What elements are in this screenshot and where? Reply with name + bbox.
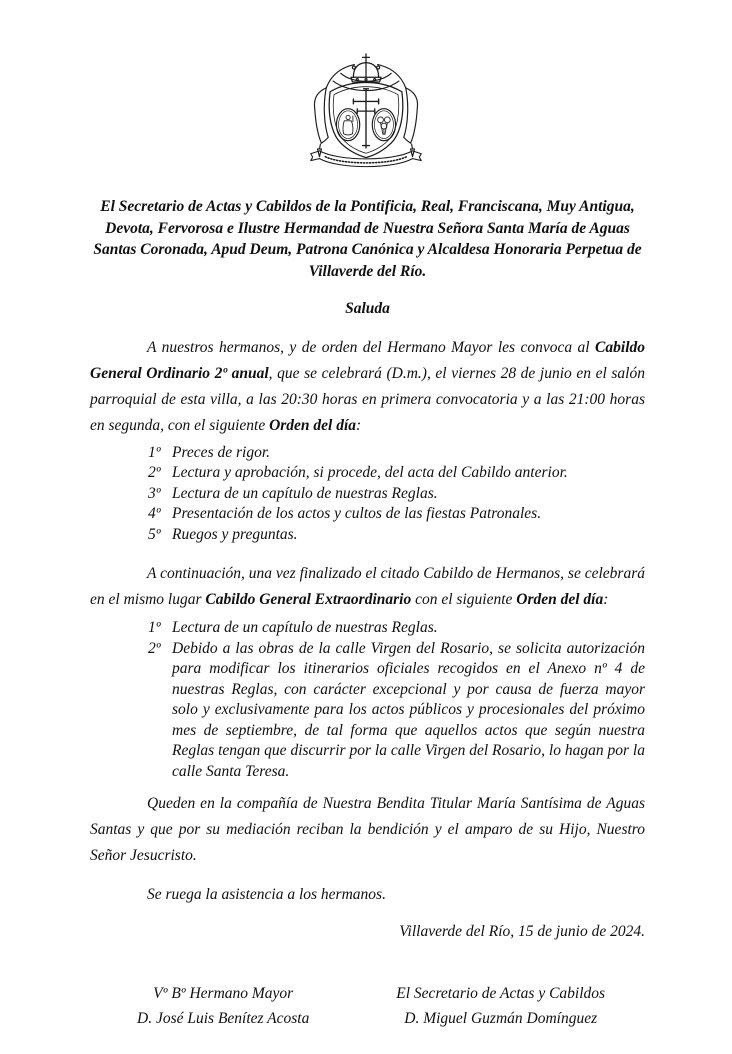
continuation-paragraph [90,561,645,613]
letterhead-text: El Secretario de Actas y Cabildos de la Pontificia, Real, Franciscana, Muy Antigua, Devota, Fervorosa e Ilustre Hermandad de Nuestra Señora Santa María de Aguas Santas Coronada, Apud Deum, Patrona Canónica y Alcaldesa Honoraria Perpetua de Villaverde del Río. [93,198,642,280]
agenda-item [148,525,645,546]
coat-of-arms-icon [298,52,434,178]
agenda-item [148,504,645,525]
signature-left [90,981,356,1031]
item-number: 2º [148,464,161,481]
item-number: 1º [148,443,161,461]
paragraph-segment: A nuestros hermanos, y de orden del Hermano Mayor les convoca al [147,338,596,356]
letterhead-title [90,196,645,282]
signature-name: D. José Luis Benítez Acosta [137,1010,310,1027]
agenda-item [148,639,645,783]
paragraph-segment: : [356,416,362,434]
signature-name: D. Miguel Guzmán Domínguez [404,1010,598,1027]
cabildo-ordinario-emphasis: Cabildo General Ordinario 2º anual [90,338,645,382]
extraordinary-agenda-list [90,618,645,782]
item-text: Debido a las obras de la calle Virgen del Rosario, se solicita autorización para modificar los itinerarios oficiales recogidos en el Anexo nº 4 de nuestras Reglas, con carácter excepcional y por causa de fuerza mayor solo y exclusivamente para los actos públicos y procesionales del próximo mes de septiembre, de tal forma que aquellos actos que según nuestra Reglas tengan que discurrir por la calle Virgen del Rosario, lo hagan por la calle Santa Teresa. [172,639,645,780]
paragraph-segment: A continuación, una vez finalizado el citado Cabildo de Hermanos, se celebrará en el mismo lugar [90,565,645,608]
item-text: Lectura de un capítulo de nuestras Reglas. [172,484,438,502]
signature-title: Vº Bº Hermano Mayor [153,985,294,1002]
saluda-text: Saluda [345,299,390,317]
blessing-paragraph [90,791,645,869]
item-text: Lectura de un capítulo de nuestras Reglas. [172,619,438,636]
cabildo-extraordinario-emphasis: Cabildo General Extraordinario [205,591,412,608]
saluda-heading [90,298,645,320]
paragraph-segment: Queden en la compañía de Nuestra Bendita Titular María Santísima de Aguas Santas y que por su mediación reciban la bendición y el amparo de su Hijo, Nuestro Señor Jesucristo. [90,795,645,864]
virgin-medallion-icon [336,109,359,141]
crown-icon [351,54,381,82]
signature-right [356,981,645,1031]
item-number: 5º [148,525,161,543]
item-number: 4º [148,505,161,522]
item-text: Presentación de los actos y cultos de las fiestas Patronales. [172,505,542,522]
item-number: 2º [148,639,161,657]
item-text: Preces de rigor. [172,443,271,461]
item-number: 3º [148,484,161,502]
agenda-item [148,618,645,639]
item-text: Lectura y aprobación, si procede, del acta del Cabildo anterior. [172,464,568,481]
orden-del-dia-emphasis: Orden del día [516,591,604,608]
paragraph-segment: , que se celebrará (D.m.), el viernes 28 de junio en el salón parroquial de esta villa, a las 20:30 horas en primera convocatoria y a las 21:00 horas en segunda, con el siguiente [90,364,645,434]
attendance-note [90,882,645,908]
signature-block [90,981,645,1031]
emblem-container [0,0,732,178]
agenda-item [148,443,645,464]
dateline-text: Villaverde del Río, 15 de junio de 2024. [399,923,645,940]
agenda-item [148,484,645,505]
flowers-medallion-icon [372,109,395,141]
agenda-item [148,463,645,484]
paragraph-segment: con el siguiente [411,591,517,608]
caravaca-cross-icon [353,89,378,148]
convocation-paragraph [90,335,645,439]
item-text: Ruegos y preguntas. [172,525,298,543]
ordinary-agenda-list [90,443,645,546]
item-number: 1º [148,619,161,636]
dateline [90,919,645,945]
signature-title: El Secretario de Actas y Cabildos [396,985,606,1002]
orden-del-dia-emphasis: Orden del día [269,416,357,434]
attendance-text: Se ruega la asistencia a los hermanos. [147,886,386,903]
letter-body [0,196,732,1031]
paragraph-segment: : [603,591,609,608]
